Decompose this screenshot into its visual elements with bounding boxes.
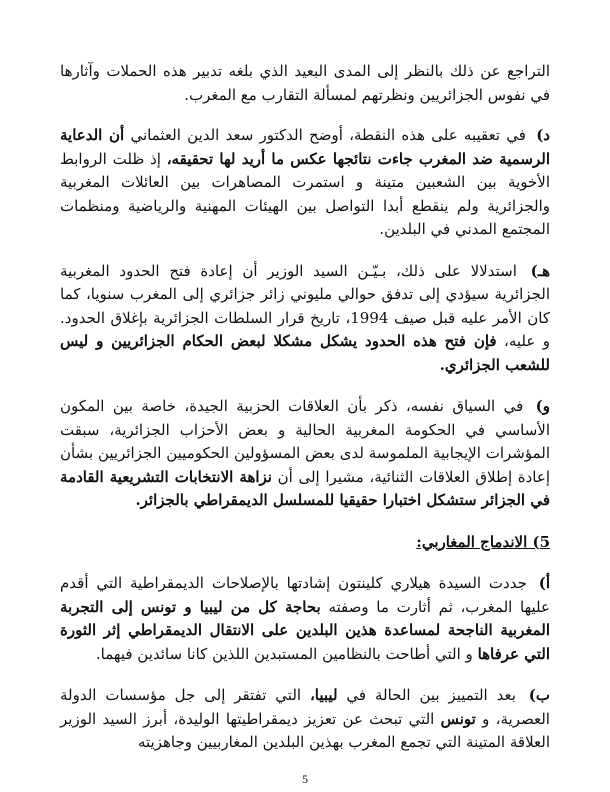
paragraph-b-bold-2: تونس [440, 709, 476, 728]
section-5-heading: 5) الاندماج المغاربي: [416, 532, 550, 551]
paragraph-b-text-3: التي تبحث عن تعزيز ديمقراطيتها الوليدة، أبرز السيد الوزير العلاقة المتينة التي تجمع المغرب بهذين البلدين المغاربيين وجاهزيته [60, 709, 550, 751]
paragraph-h-text-1: استدلالا على ذلك، بـيّـن السيد الوزير أن إعادة فتح الحدود المغربية الجزائرية سيؤدي إلى تدفق حوالي مليوني زائر جزائري إلى المغرب سنويا، كما كان الأمر عليه قبل صيف 1994، تاريخ قرار السلطات الجزائرية بإغلاق الحدود. و عليه، [60, 261, 550, 350]
paragraph-a-text-2: و التي أطاحت بالنظامين المستبدين اللذين كانا سائدين فيهما. [95, 644, 473, 663]
paragraph-a [60, 572, 550, 666]
paragraph-w-text-1: في السياق نفسه، ذكر بأن العلاقات الحزبية الجيدة، خاصة بين المكون الأساسي في الحكومة المغربية الحالية و بعض الأحزاب الجزائرية، سبقت المؤشرات الإيجابية الملموسة لدى بعض المسؤولين الحكوميين الجزائريين بشأن إعادة إطلاق العلاقات الثنائية، مشيرا إلى أن [60, 397, 550, 486]
paragraph-b-text-1: بعد التمييز بين الحالة في [346, 686, 516, 704]
paragraph-h-marker: هـ) [530, 261, 550, 280]
paragraph-b-bold-1: ليبيا، [309, 686, 338, 704]
paragraph-intro [60, 60, 550, 107]
paragraph-d-text-2: إذ ظلت الروابط الأخوية بين الشعبين متينة و استمرت المصاهرات بين العائلات المغربية والجزائرية ولم ينقطع أبدا التواصل بين الهيئات المهنية والرياضية ومنظمات المجتمع المدني في البلدين. [60, 149, 550, 238]
paragraph-a-marker: أ) [538, 574, 550, 592]
paragraph-d-bold-1: أن الدعاية الرسمية ضد المغرب جاءت نتائجها عكس ما أريد لها تحقيقه، [60, 126, 550, 168]
paragraph-d-text-1: في تعقيبه على هذه النقطة، أوضح الدكتور سعد الدين العثماني [130, 126, 526, 144]
paragraph-b [60, 684, 550, 755]
document-body [60, 60, 550, 752]
paragraph-w-marker: و) [535, 397, 550, 415]
paragraph-h-bold-1: فإن فتح هذه الحدود يشكل مشكلا لبعض الحكام الجزائريين و ليس للشعب الجزائري. [60, 332, 550, 374]
paragraph-h [60, 260, 550, 378]
intro-text: التراجع عن ذلك بالنظر إلى المدى البعيد الذي بلغه تدبير هذه الحملات وآثارها في نفوس الجزائريين ونظرتهم لمسألة التقارب مع المغرب. [60, 62, 550, 104]
paragraph-w-bold-1: نزاهة الانتخابات التشريعية القادمة في الجزائر ستشكل اختبارا حقيقيا للمسلسل الديمقراطي بالجزائر. [60, 467, 550, 509]
paragraph-w [60, 395, 550, 513]
paragraph-d [60, 124, 550, 242]
paragraph-d-marker: د) [536, 126, 550, 144]
paragraph-a-bold-1: بحاجة كل من ليبيا و تونس إلى التجربة المغربية الناجحة لمساعدة هذين البلدين على الانتقال الديمقراطي إثر الثورة التي عرفاها [60, 597, 550, 663]
paragraph-b-marker: ب) [528, 686, 550, 704]
paragraph-a-text-1: جددت السيدة هيلاري كلينتون إشادتها بالإصلاحات الديمقراطية التي أقدم عليها المغرب، ثم أثارت ما وصفته [60, 574, 550, 616]
page-number: 5 [302, 772, 308, 786]
paragraph-b-text-2: التي تفتقر إلى جل مؤسسات الدولة العصرية، و [60, 686, 550, 728]
